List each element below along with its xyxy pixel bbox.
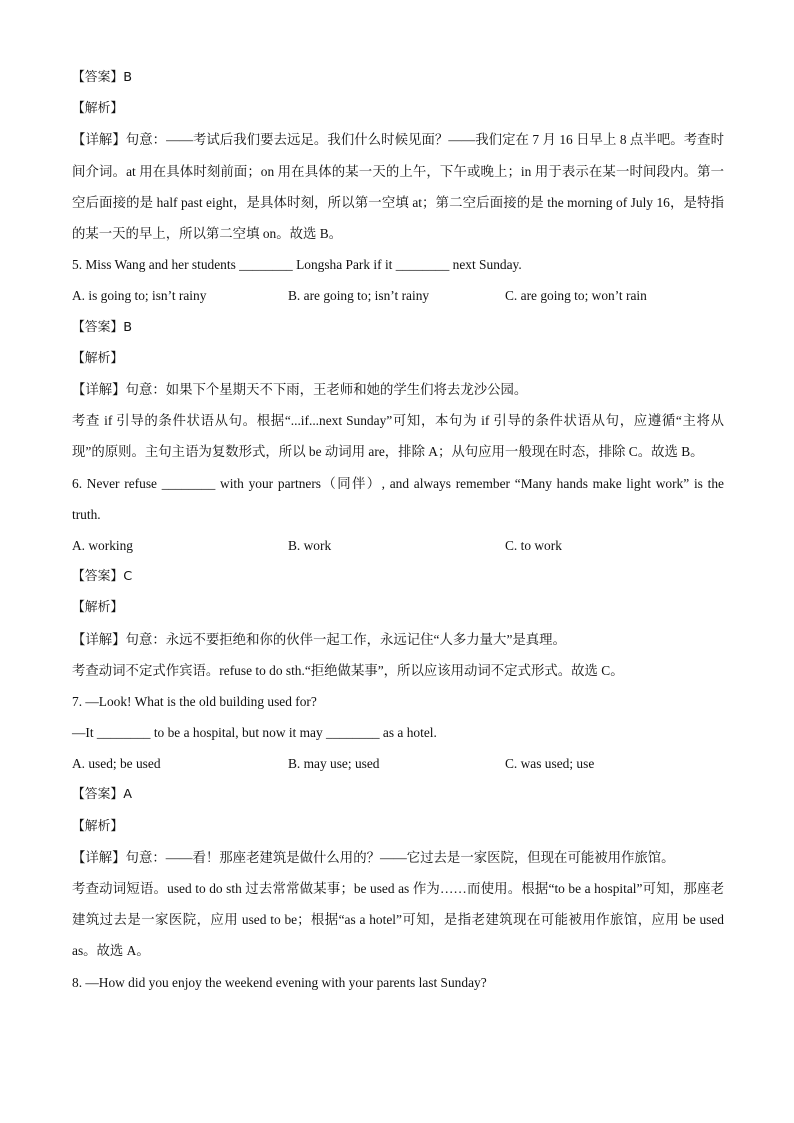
q5-option-b: B. are going to; isn’t rainy <box>288 288 430 304</box>
q6-analysis-heading: 【解析】 <box>72 600 124 616</box>
q5-detail-meaning: 【详解】句意：如果下个星期天不下雨，王老师和她的学生们将去龙沙公园。 <box>72 381 528 397</box>
q7-option-a: A. used; be used <box>72 756 161 772</box>
q5-detail-explanation: 考查 if 引导的条件状语从句。根据“...if...next Sunday”可知，本句为 if 引导的条件状语从句，应遵循“主将从现”的原则。主句主语为复数形式，所以 be 动词用 are，排除 A；从句应用一般现在时态，排除 C。故选 B。 <box>72 413 724 460</box>
q5-stem: 5. Miss Wang and her students ________ Longsha Park if it ________ next Sunday. <box>72 257 522 273</box>
q5-answer: 【答案】B <box>72 319 132 335</box>
q5-options <box>72 280 724 311</box>
q5-option-a: A. is going to; isn’t rainy <box>72 288 207 304</box>
q8-stem: 8. —How did you enjoy the weekend evening with your parents last Sunday? <box>72 974 487 990</box>
document-page <box>72 62 724 998</box>
q7-stem-question: 7. —Look! What is the old building used for? <box>72 693 317 709</box>
q5-option-c: C. are going to; won’t rain <box>505 288 647 304</box>
q7-analysis-heading: 【解析】 <box>72 818 124 834</box>
q7-answer: 【答案】A <box>72 787 132 803</box>
q6-option-b: B. work <box>288 537 332 553</box>
q7-option-c: C. was used; use <box>505 756 595 772</box>
q7-detail-explanation: 考查动词短语。used to do sth 过去常常做某事；be used as 作为……而使用。根据“to be a hospital”可知，那座老建筑过去是一家医院，应用 used to be；根据“as a hotel”可知，是指老建筑现在可能被用作旅馆，应用 be used as。故选 A。 <box>72 881 724 959</box>
q6-answer: 【答案】C <box>72 569 133 585</box>
q6-detail-explanation: 考查动词不定式作宾语。refuse to do sth.“拒绝做某事”，所以应该用动词不定式形式。故选 C。 <box>72 662 624 678</box>
q7-options <box>72 748 724 779</box>
q6-option-c: C. to work <box>505 537 562 553</box>
q4-detail: 【详解】句意：——考试后我们要去远足。我们什么时候见面？——我们定在 7 月 16 日早上 8 点半吧。考查时间介词。at 用在具体时刻前面；on 用在具体的某一天的上午，下午或晚上；in 用于表示在某一时间段内。第一空后面接的是 half past eight，是具体时刻，所以第一空填 at；第二空后面接的是 the morning of July 16，是特指的某一天的早上，所以第二空填 on。故选 B。 <box>72 132 724 241</box>
q7-option-b: B. may use; used <box>288 756 380 772</box>
q6-detail-meaning: 【详解】句意：永远不要拒绝和你的伙伴一起工作，永远记住“人多力量大”是真理。 <box>72 631 566 647</box>
q5-analysis-heading: 【解析】 <box>72 350 124 366</box>
q7-stem-reply: —It ________ to be a hospital, but now it may ________ as a hotel. <box>72 725 437 741</box>
q6-option-a: A. working <box>72 537 133 553</box>
q6-stem: 6. Never refuse ________ with your partners（同伴）, and always remember “Many hands make light work” is the truth. <box>72 475 724 522</box>
q4-answer: 【答案】B <box>72 70 132 85</box>
q7-detail-meaning: 【详解】句意：——看！那座老建筑是做什么用的？——它过去是一家医院，但现在可能被用作旅馆。 <box>72 849 675 865</box>
q4-analysis-heading: 【解析】 <box>72 101 124 117</box>
q6-options <box>72 530 724 561</box>
